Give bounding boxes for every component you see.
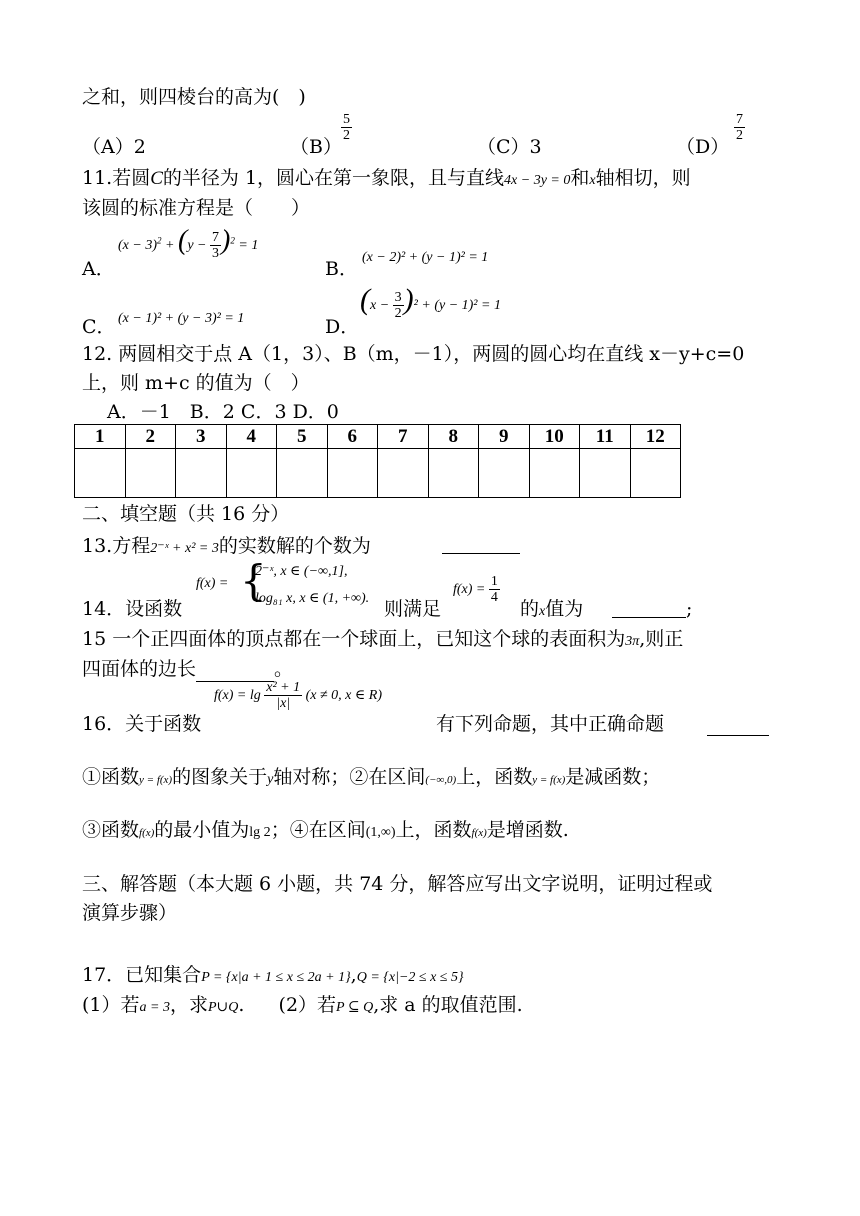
q14-condition: f(x) = $\frac{1}{4}$	[453, 574, 498, 606]
q14-prefix: 14．设函数	[82, 598, 183, 620]
answer-header-10: 10	[529, 425, 580, 449]
q14-brace: {	[240, 556, 267, 605]
q12-options: A．－1 B．2 C．3 D．0	[88, 401, 339, 423]
q10-option-d: （D）	[676, 136, 730, 158]
answer-cell-5[interactable]	[277, 449, 328, 498]
q10-option-b: （B）	[290, 136, 342, 158]
answer-cell-1[interactable]	[75, 449, 126, 498]
answer-cell-9[interactable]	[479, 449, 530, 498]
answer-table	[74, 424, 681, 498]
q10-option-a: （A）2	[82, 136, 146, 158]
q14-answer-blank[interactable]	[612, 617, 686, 618]
q13: 13.方程2⁻ˣ + x² = 3的实数解的个数为	[82, 535, 371, 557]
answer-header-7: 7	[378, 425, 429, 449]
q14-tail: 的x值为	[520, 598, 584, 620]
q11-line2: 该圆的标准方程是（ ）	[82, 197, 311, 219]
q11-option-c-equation: (x − 1)² + (y − 3)² = 1	[118, 311, 245, 326]
q17-line1: 17．已知集合P = {x|a + 1 ≤ x ≤ 2a + 1},Q = {x|−2 ≤ x ≤ 5}	[82, 964, 464, 986]
q11-option-d-label: D．	[325, 316, 360, 338]
answer-cell-2[interactable]	[125, 449, 176, 498]
answer-header-11: 11	[580, 425, 631, 449]
q16-propositions-1-2: ①函数y = f(x)的图象关于y轴对称；②在区间(−∞,0)上，函数y = f(x)是减函数；	[82, 766, 661, 788]
answer-header-1: 1	[75, 425, 126, 449]
q10-option-c: （C）3	[477, 136, 542, 158]
section3-line1: 三、解答题（本大题 6 小题，共 74 分，解答应写出文字说明，证明过程或	[82, 873, 713, 895]
q10-option-b-fraction: $\frac{5}{2}$	[343, 112, 350, 144]
q16-propositions-3-4: ③函数f(x)的最小值为lg 2；④在区间(1,∞)上，函数f(x)是增函数.	[82, 819, 569, 841]
q16-function: f(x) = lg $\frac{\text{x² + 1}}{|x|}$ (x ≠ 0, x ∈ R)	[214, 680, 382, 712]
answer-cell-12[interactable]	[630, 449, 681, 498]
answer-header-4: 4	[226, 425, 277, 449]
q17-line2: (1）若a = 3，求P∪Q. (2）若P ⊆ Q,求 a 的取值范围.	[82, 994, 523, 1016]
answer-cell-4[interactable]	[226, 449, 277, 498]
q11-option-c-label: C．	[82, 316, 116, 338]
q13-answer-blank[interactable]	[442, 553, 520, 554]
q11-option-b-label: B．	[325, 258, 358, 280]
q15-line1: 15 一个正四面体的顶点都在一个球面上，已知这个球的表面积为3π,则正	[82, 628, 684, 650]
q14-case1: 2⁻ˣ, x ∈ (−∞,1],	[255, 564, 348, 579]
answer-cell-7[interactable]	[378, 449, 429, 498]
q10-tail: 之和，则四棱台的高为( )	[82, 86, 306, 108]
q11-option-d-equation: (x − $\frac{3}{2}$ )² + (y − 1)² = 1	[360, 283, 501, 322]
q15-line2: 四面体的边长 。	[82, 658, 294, 680]
q15-answer-blank[interactable]	[196, 657, 274, 682]
q14-mid: 则满足	[384, 598, 442, 620]
answer-header-2: 2	[125, 425, 176, 449]
q12-line1: 12. 两圆相交于点 A（1，3）、B（m，－1），两圆的圆心均在直线 x－y+c=0	[82, 343, 745, 365]
answer-table-input-row	[75, 449, 681, 498]
q14-fx: f(x) =	[196, 576, 229, 591]
answer-cell-11[interactable]	[580, 449, 631, 498]
q12-line2: 上，则 m+c 的值为（ ）	[82, 372, 310, 394]
q16-prefix: 16．关于函数	[82, 713, 202, 735]
q10-option-d-fraction: $\frac{7}{2}$	[736, 112, 743, 144]
q16-answer-blank[interactable]	[707, 735, 769, 736]
q11-option-a-equation: $(x - 3)^2 + (y$ − $\frac{7}{3}$ )$^2$ = 1	[118, 225, 259, 262]
answer-cell-10[interactable]	[529, 449, 580, 498]
q11-line1: 11.若圆C的半径为 1，圆心在第一象限，且与直线4x − 3y = 0和x轴相切，则	[82, 167, 691, 189]
answer-header-12: 12	[630, 425, 681, 449]
q14-case2: log₈₁ x, x ∈ (1, +∞).	[255, 591, 370, 606]
section3-line2: 演算步骤）	[82, 902, 178, 924]
answer-header-3: 3	[176, 425, 227, 449]
q16-tail: 有下列命题，其中正确命题	[436, 713, 665, 735]
answer-header-5: 5	[277, 425, 328, 449]
answer-header-6: 6	[327, 425, 378, 449]
q11-option-a-label: A．	[82, 258, 115, 280]
answer-header-9: 9	[479, 425, 530, 449]
answer-cell-3[interactable]	[176, 449, 227, 498]
answer-header-8: 8	[428, 425, 479, 449]
q11-option-b-equation: (x − 2)² + (y − 1)² = 1	[362, 250, 489, 265]
section2-title: 二、填空题（共 16 分）	[82, 503, 290, 525]
answer-table-header-row	[75, 425, 681, 449]
q14-semicolon: ;	[686, 598, 693, 620]
answer-cell-8[interactable]	[428, 449, 479, 498]
answer-cell-6[interactable]	[327, 449, 378, 498]
